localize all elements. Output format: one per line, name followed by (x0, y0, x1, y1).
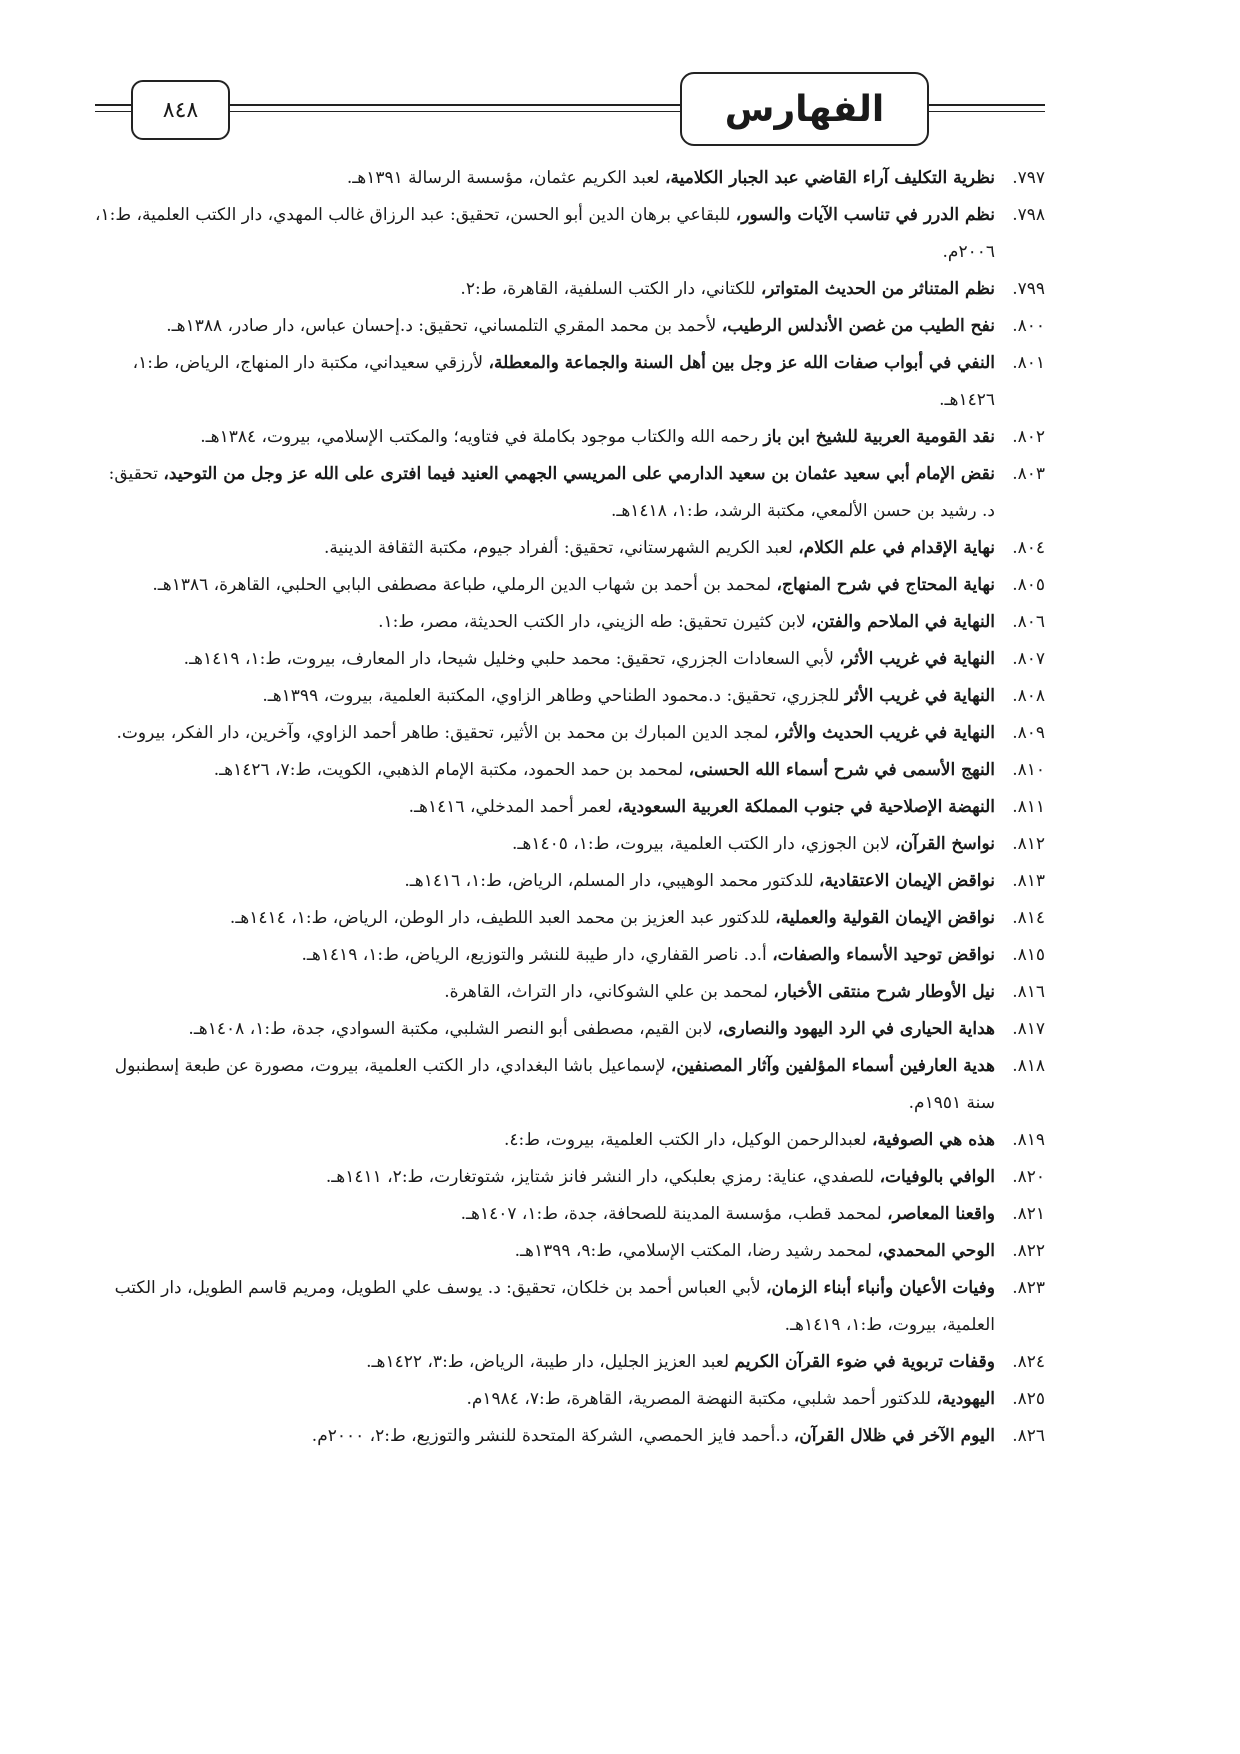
list-item (95, 715, 1045, 752)
entry-book-title: نفح الطيب من غصن الأندلس الرطيب، (721, 316, 995, 336)
list-item (95, 604, 1045, 641)
list-item (95, 1381, 1045, 1418)
entry-number: ٨٢٦. (1012, 1426, 1045, 1446)
list-item (95, 974, 1045, 1011)
entry-number: ٧٩٨. (1012, 205, 1045, 225)
entry-number: ٧٩٧. (1012, 168, 1045, 188)
list-item (95, 308, 1045, 345)
entry-book-title: النهاية في الملاحم والفتن، (811, 612, 995, 632)
bibliography-list (95, 160, 1045, 1455)
entry-book-title: هدية العارفين أسماء المؤلفين وآثار المصنفين، (670, 1056, 995, 1076)
entry-details: لابن كثيرن تحقيق: طه الزيني، دار الكتب الحديثة، مصر، ط:١. (378, 612, 812, 632)
entry-book-title: النفي في أبواب صفات الله عز وجل بين أهل السنة والجماعة والمعطلة، (488, 353, 995, 373)
header-rule-right-top (927, 104, 1045, 106)
list-item (95, 863, 1045, 900)
list-item (95, 1122, 1045, 1159)
entry-book-title: وفيات الأعيان وأنباء أبناء الزمان، (766, 1278, 995, 1298)
entry-number: ٨١٠. (1012, 760, 1045, 780)
entry-number: ٨٠٨. (1012, 686, 1045, 706)
entry-details: لابن الجوزي، دار الكتب العلمية، بيروت، ط:١، ١٤٠٥هـ. (511, 834, 896, 854)
entry-details: لإسماعيل باشا البغدادي، دار الكتب العلمية، بيروت، مصورة عن طبعة إسطنبول سنة ١٩٥١م. (114, 1056, 995, 1113)
entry-details: أ.د. ناصر القفاري، دار طيبة للنشر والتوزيع، الرياض، ط:١، ١٤١٩هـ. (301, 945, 773, 965)
header-rule-middle-top (228, 104, 680, 106)
entry-book-title: نواقض توحيد الأسماء والصفات، (772, 945, 995, 965)
entry-book-title: الوافي بالوفيات، (879, 1167, 995, 1187)
entry-number: ٨٠٢. (1012, 427, 1045, 447)
entry-number: ٨٠٠. (1012, 316, 1045, 336)
list-item (95, 1344, 1045, 1381)
entry-details: لعبد الكريم الشهرستاني، تحقيق: ألفراد جيوم، مكتبة الثقافة الدينية. (323, 538, 799, 558)
entry-details: لمحمد رشيد رضا، المكتب الإسلامي، ط:٩، ١٣٩٩هـ. (514, 1241, 878, 1261)
entry-details: لمجد الدين المبارك بن محمد بن الأثير، تحقيق: طاهر أحمد الزاوي، وآخرين، دار الفكر، بيروت. (116, 723, 774, 743)
entry-book-title: نقد القومية العربية للشيخ ابن باز (763, 427, 995, 447)
entry-number: ٨٠٦. (1012, 612, 1045, 632)
entry-book-title: هداية الحيارى في الرد اليهود والنصارى، (717, 1019, 995, 1039)
page-title: الفهارس (680, 72, 929, 146)
entry-number: ٨١٢. (1012, 834, 1045, 854)
list-item (95, 567, 1045, 604)
entry-number: ٨٢١. (1012, 1204, 1045, 1224)
entry-book-title: اليوم الآخر في ظلال القرآن، (793, 1426, 995, 1446)
entry-details: لعمر أحمد المدخلي، ١٤١٦هـ. (408, 797, 618, 817)
list-item (95, 1011, 1045, 1048)
entry-book-title: نواسخ القرآن، (895, 834, 995, 854)
list-item (95, 271, 1045, 308)
entry-details: لمحمد بن حمد الحمود، مكتبة الإمام الذهبي، الكويت، ط:٧، ١٤٢٦هـ. (213, 760, 689, 780)
entry-book-title: نهاية المحتاج في شرح المنهاج، (776, 575, 995, 595)
entry-book-title: واقعنا المعاصر، (887, 1204, 995, 1224)
list-item (95, 1048, 1045, 1122)
entry-number: ٨١٣. (1012, 871, 1045, 891)
entry-book-title: نظم الدرر في تناسب الآيات والسور، (735, 205, 995, 225)
entry-number: ٨١١. (1012, 797, 1045, 817)
entry-details: رحمه الله والكتاب موجود بكاملة في فتاويه؛ والمكتب الإسلامي، بيروت، ١٣٨٤هـ. (200, 427, 764, 447)
entry-details: للدكتور عبد العزيز بن محمد العبد اللطيف، دار الوطن، الرياض، ط:١، ١٤١٤هـ. (229, 908, 776, 928)
entry-number: ٨٢٠. (1012, 1167, 1045, 1187)
entry-number: ٨١٨. (1012, 1056, 1045, 1076)
entry-book-title: النهاية في غريب الأثر، (839, 649, 995, 669)
entry-details: لأرزقي سعيداني، مكتبة دار المنهاج، الرياض، ط:١، ١٤٢٦هـ. (132, 353, 995, 410)
header-rule-left-top (95, 104, 131, 106)
entry-number: ٨٢٥. (1012, 1389, 1045, 1409)
entry-number: ٨١٤. (1012, 908, 1045, 928)
page-number: ٨٤٨ (131, 80, 230, 140)
entry-book-title: نيل الأوطار شرح منتقى الأخبار، (773, 982, 995, 1002)
entry-book-title: نظم المتناثر من الحديث المتواتر، (760, 279, 995, 299)
entry-number: ٨٠٣. (1012, 464, 1045, 484)
entry-details: لابن القيم، مصطفى أبو النصر الشلبي، مكتبة السوادي، جدة، ط:١، ١٤٠٨هـ. (188, 1019, 718, 1039)
list-item (95, 752, 1045, 789)
entry-details: تحقيق: د. رشيد بن حسن الألمعي، مكتبة الرشد، ط:١، ١٤١٨هـ. (108, 464, 995, 521)
header-rule-middle-bottom (228, 111, 680, 112)
list-item (95, 345, 1045, 419)
entry-number: ٨١٦. (1012, 982, 1045, 1002)
entry-number: ٨١٥. (1012, 945, 1045, 965)
entry-details: لمحمد بن أحمد بن شهاب الدين الرملي، طباعة مصطفى البابي الحلبي، القاهرة، ١٣٨٦هـ. (152, 575, 777, 595)
list-item (95, 1159, 1045, 1196)
entry-book-title: نهاية الإقدام في علم الكلام، (798, 538, 995, 558)
entry-details: د.أحمد فايز الحمصي، الشركة المتحدة للنشر والتوزيع، ط:٢، ٢٠٠٠م. (311, 1426, 794, 1446)
entry-book-title: نظرية التكليف آراء القاضي عبد الجبار الكلامية، (665, 168, 995, 188)
list-item (95, 900, 1045, 937)
list-item (95, 826, 1045, 863)
entry-details: للكتاني، دار الكتب السلفية، القاهرة، ط:٢. (460, 279, 761, 299)
entry-details: لعبدالرحمن الوكيل، دار الكتب العلمية، بيروت، ط:٤. (504, 1130, 872, 1150)
list-item (95, 1196, 1045, 1233)
list-item (95, 530, 1045, 567)
entry-book-title: نواقض الإيمان القولية والعملية، (775, 908, 995, 928)
entry-details: للدكتور أحمد شلبي، مكتبة النهضة المصرية، القاهرة، ط:٧، ١٩٨٤م. (466, 1389, 937, 1409)
list-item (95, 419, 1045, 456)
entry-number: ٨٢٣. (1012, 1278, 1045, 1298)
entry-number: ٨٢٤. (1012, 1352, 1045, 1372)
entry-number: ٨٢٢. (1012, 1241, 1045, 1261)
list-item (95, 456, 1045, 530)
entry-details: لأبي السعادات الجزري، تحقيق: محمد حلبي وخليل شيحا، دار المعارف، بيروت، ط:١، ١٤١٩هـ. (183, 649, 840, 669)
entry-details: للصفدي، عناية: رمزي بعلبكي، دار النشر فانز شتايز، شتوتغارت، ط:٢، ١٤١١هـ. (325, 1167, 880, 1187)
list-item (95, 197, 1045, 271)
entry-number: ٨٠١. (1012, 353, 1045, 373)
entry-details: لعبد العزيز الجليل، دار طيبة، الرياض، ط:٣، ١٤٢٢هـ. (366, 1352, 735, 1372)
entry-book-title: النهاية في غريب الحديث والأثر، (773, 723, 995, 743)
entry-book-title: نقض الإمام أبي سعيد عثمان بن سعيد الدارمي على المريسي الجهمي العنيد فيما افترى على الله عز وجل من التوحيد، (163, 464, 995, 484)
entry-book-title: هذه هي الصوفية، (871, 1130, 995, 1150)
list-item (95, 789, 1045, 826)
entry-number: ٨١٩. (1012, 1130, 1045, 1150)
list-item (95, 1233, 1045, 1270)
page-header (0, 0, 1240, 160)
entry-number: ٨١٧. (1012, 1019, 1045, 1039)
entry-number: ٨٠٤. (1012, 538, 1045, 558)
entry-details: لمحمد بن علي الشوكاني، دار التراث، القاهرة. (444, 982, 774, 1002)
entry-details: للدكتور محمد الوهيبي، دار المسلم، الرياض، ط:١، ١٤١٦هـ. (404, 871, 819, 891)
entry-book-title: النهضة الإصلاحية في جنوب المملكة العربية السعودية، (617, 797, 995, 817)
entry-details: للجزري، تحقيق: د.محمود الطناحي وطاهر الزاوي، المكتبة العلمية، بيروت، ١٣٩٩هـ. (262, 686, 845, 706)
entry-book-title: الوحي المحمدي، (877, 1241, 995, 1261)
entry-number: ٨٠٥. (1012, 575, 1045, 595)
entry-book-title: النهاية في غريب الأثر (844, 686, 995, 706)
entry-number: ٨٠٧. (1012, 649, 1045, 669)
list-item (95, 160, 1045, 197)
list-item (95, 937, 1045, 974)
entry-details: لعبد الكريم عثمان، مؤسسة الرسالة ١٣٩١هـ. (346, 168, 665, 188)
list-item (95, 678, 1045, 715)
entry-details: للبقاعي برهان الدين أبو الحسن، تحقيق: عبد الرزاق غالب المهدي، دار الكتب العلمية، ط:١، ٢٠٠٦م. (95, 205, 995, 262)
entry-book-title: نواقض الإيمان الاعتقادية، (818, 871, 995, 891)
header-rule-left-bottom (95, 111, 131, 112)
list-item (95, 641, 1045, 678)
entry-book-title: وقفات تربوية في ضوء القرآن الكريم (734, 1352, 995, 1372)
entry-number: ٧٩٩. (1012, 279, 1045, 299)
list-item (95, 1270, 1045, 1344)
header-rule-right-bottom (927, 111, 1045, 112)
entry-details: لأبي العباس أحمد بن خلكان، تحقيق: د. يوسف علي الطويل، ومريم قاسم الطويل، دار الكتب العلمية، بيروت، ط:١، ١٤١٩هـ. (114, 1278, 995, 1335)
list-item (95, 1418, 1045, 1455)
entry-details: لمحمد قطب، مؤسسة المدينة للصحافة، جدة، ط:١، ١٤٠٧هـ. (460, 1204, 888, 1224)
entry-book-title: النهج الأسمى في شرح أسماء الله الحسنى، (688, 760, 995, 780)
entry-details: لأحمد بن محمد المقري التلمساني، تحقيق: د.إحسان عباس، دار صادر، ١٣٨٨هـ. (166, 316, 722, 336)
entry-number: ٨٠٩. (1012, 723, 1045, 743)
entry-book-title: اليهودية، (936, 1389, 995, 1409)
